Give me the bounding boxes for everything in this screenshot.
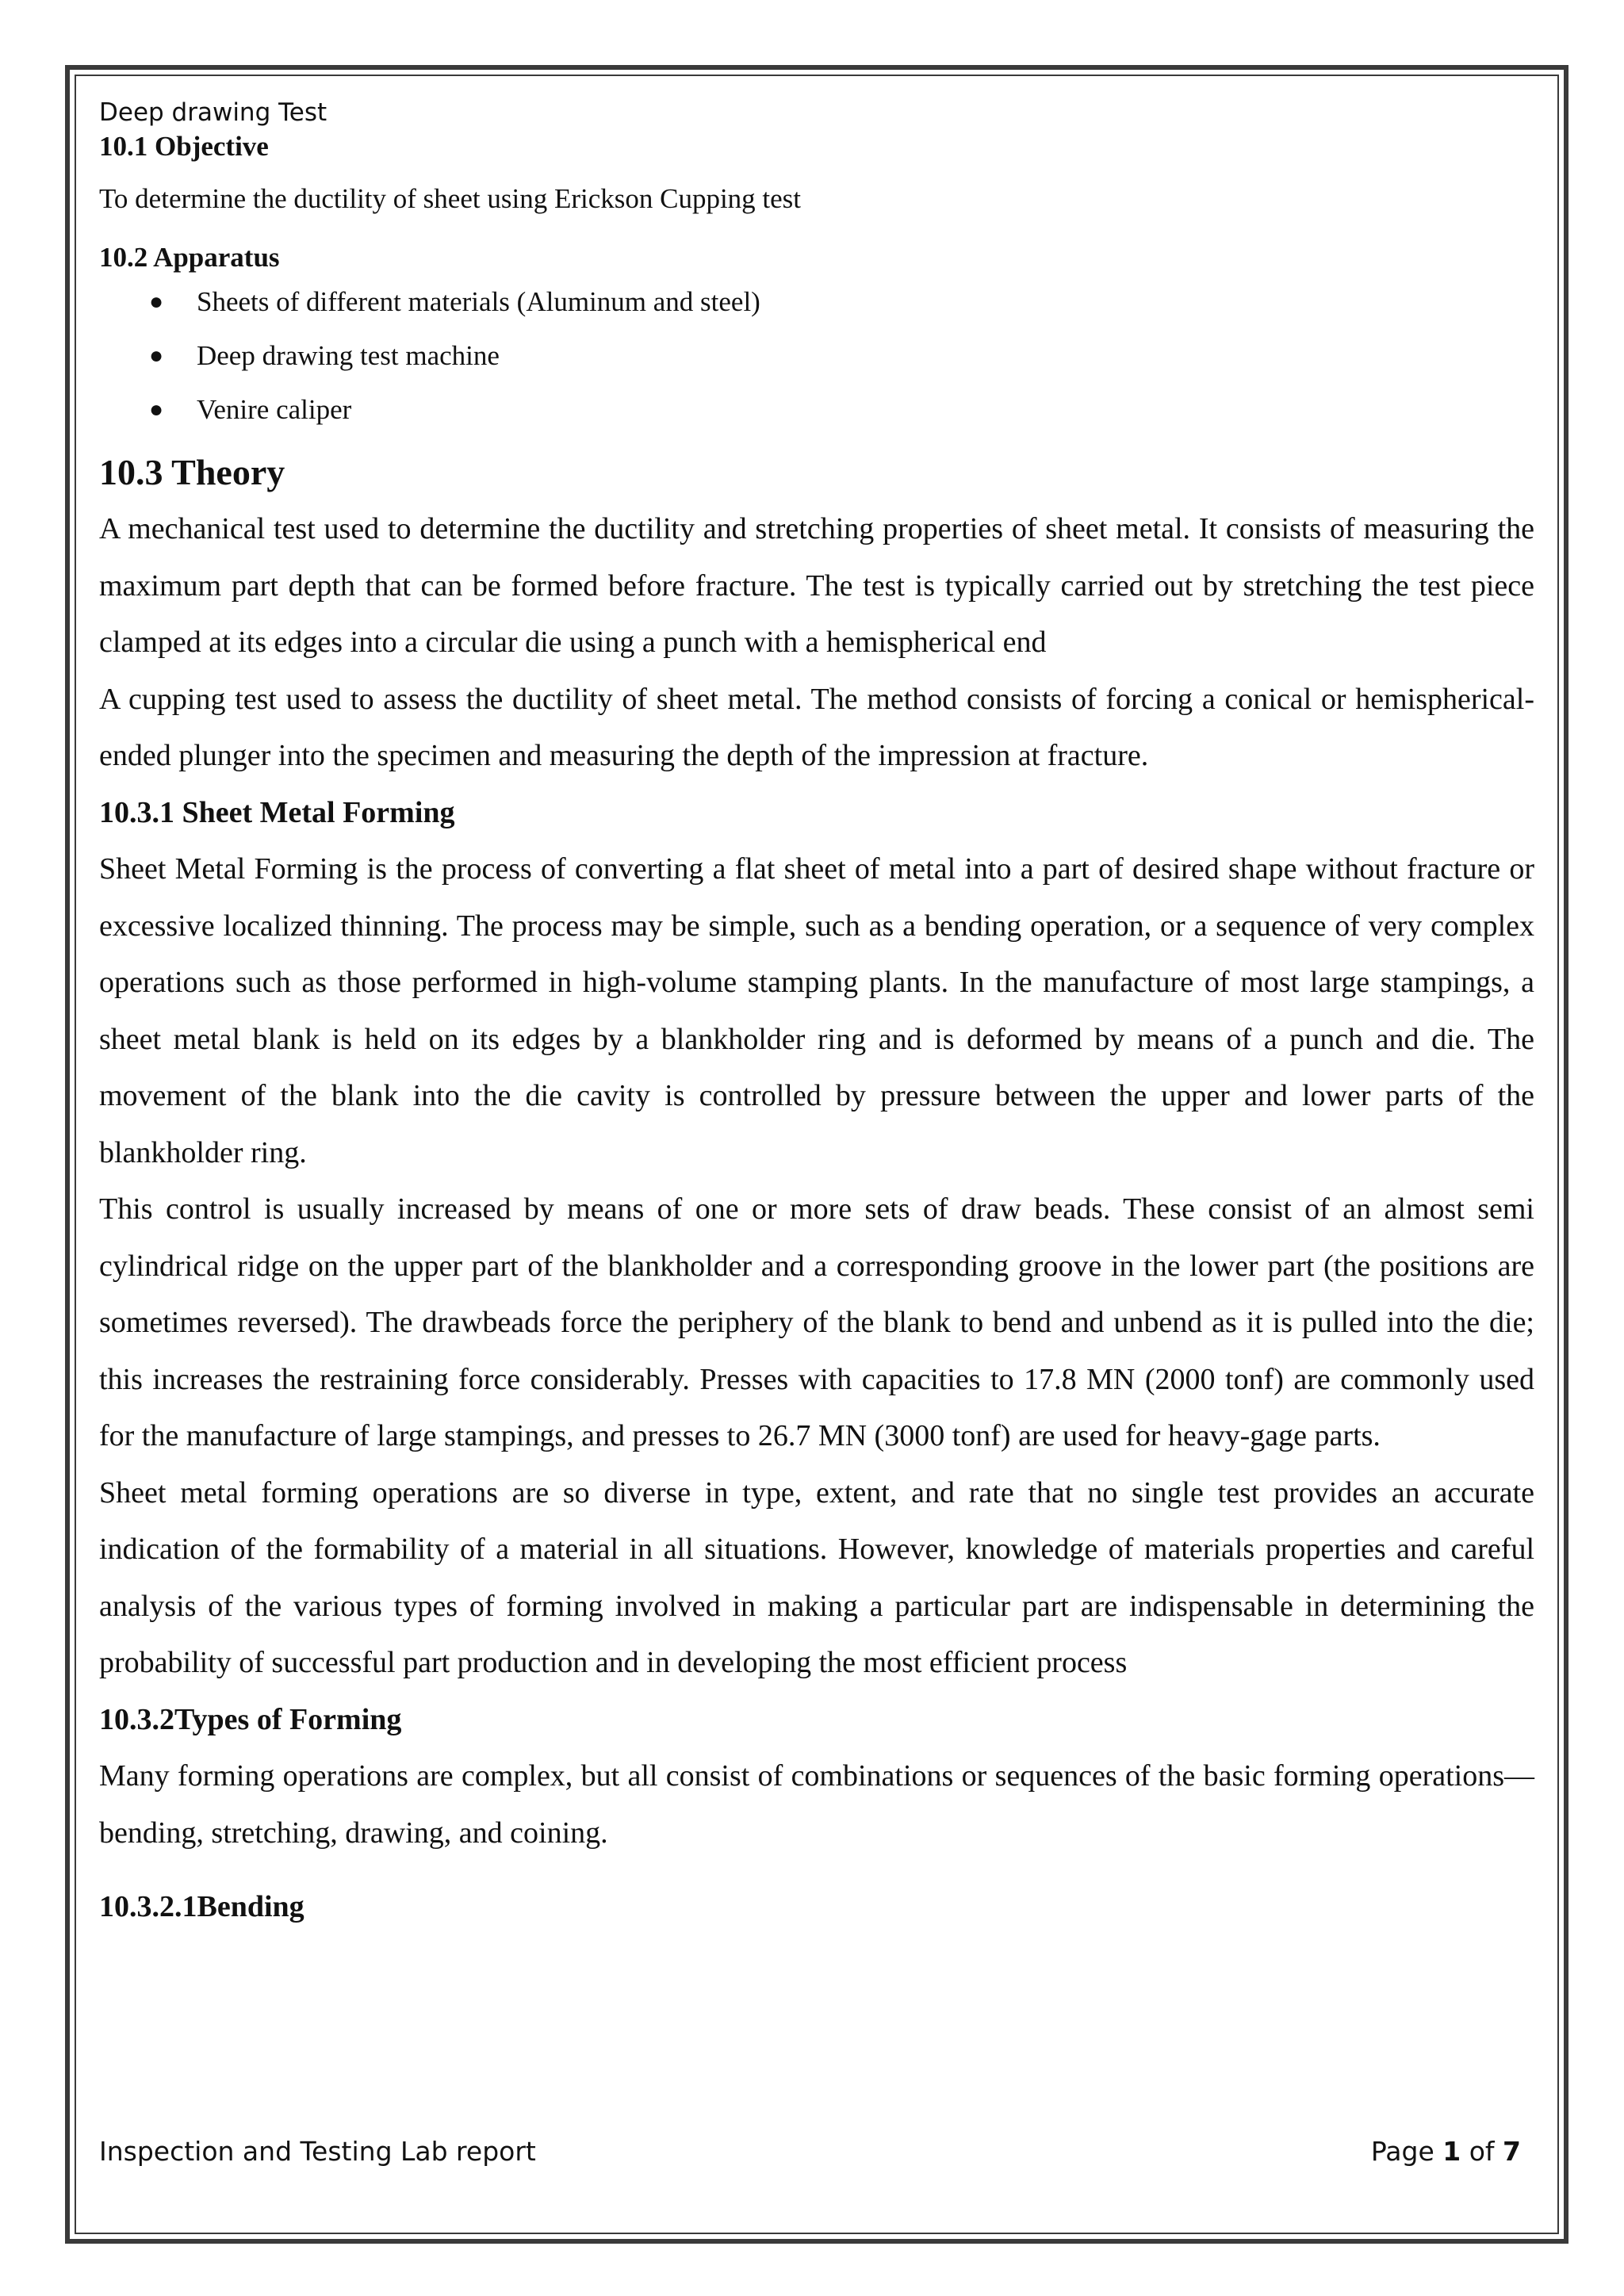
- apparatus-item: ● Venire caliper: [99, 392, 1534, 428]
- apparatus-heading: 10.2 Apparatus: [99, 242, 280, 273]
- theory-paragraph: A cupping test used to assess the ductility of sheet metal. The method consists of forcing a conical or hemispherical-ended plunger into the specimen and measuring the depth of the impression at fracture.: [99, 682, 1534, 772]
- objective-text: To determine the ductility of sheet using Erickson Cupping test: [99, 183, 802, 214]
- objective-heading: 10.1 Objective: [99, 131, 269, 162]
- theory-heading: 10.3 Theory: [99, 452, 285, 492]
- theory-paragraph: A mechanical test used to determine the ductility and stretching properties of sheet metal. It consists of measuring the maximum part depth that can be formed before fracture. The test is typically carried out by stretching the test piece clamped at its edges into a circular die using a punch with a hemispherical end: [99, 512, 1534, 659]
- bullet-icon: ●: [149, 396, 164, 423]
- page-content: [99, 97, 1534, 1936]
- apparatus-item: ● Sheets of different materials (Aluminum and steel): [99, 284, 1534, 320]
- bullet-icon: ●: [149, 342, 164, 369]
- page-number: Page 1 of 7: [1370, 2136, 1521, 2167]
- apparatus-item: ● Deep drawing test machine: [99, 338, 1534, 374]
- sheet-metal-forming-heading: 10.3.1 Sheet Metal Forming: [99, 795, 455, 829]
- types-of-forming-text: Many forming operations are complex, but all consist of combinations or sequences of the basic forming operations—bending, stretching, drawing, and coining.: [99, 1759, 1534, 1850]
- sheet-metal-forming-paragraph: Sheet Metal Forming is the process of converting a flat sheet of metal into a part of desired shape without fracture or excessive localized thinning. The process may be simple, such as a bending operation, or a sequence of very complex operations such as those performed in high-volume stamping plants. In the manufacture of most large stampings, a sheet metal blank is held on its edges by a blankholder ring and is deformed by means of a punch and die. The movement of the blank into the die cavity is controlled by pressure between the upper and lower parts of the blankholder ring.: [99, 852, 1534, 1169]
- running-head: Deep drawing Test: [99, 98, 327, 127]
- types-of-forming-heading: 10.3.2Types of Forming: [99, 1702, 402, 1736]
- sheet-metal-forming-paragraph: Sheet metal forming operations are so diverse in type, extent, and rate that no single test provides an accurate indication of the formability of a material in all situations. However, knowledge of materials properties and careful analysis of the various types of forming involved in making a particular part are indispensable in determining the probability of successful part production and in developing the most efficient process: [99, 1475, 1534, 1679]
- sheet-metal-forming-paragraph: This control is usually increased by means of one or more sets of draw beads. These consist of an almost semi cylindrical ridge on the upper part of the blankholder and a corresponding groove in the lower part (the positions are sometimes reversed). The drawbeads force the periphery of the blank to bend and unbend as it is pulled into the die; this increases the restraining force considerably. Presses with capacities to 17.8 MN (2000 tonf) are commonly used for the manufacture of large stampings, and presses to 26.7 MN (3000 tonf) are used for heavy-gage parts.: [99, 1192, 1534, 1452]
- apparatus-list: [99, 284, 1534, 428]
- bending-heading: 10.3.2.1Bending: [99, 1890, 304, 1923]
- footer-report-title: Inspection and Testing Lab report: [99, 2136, 536, 2167]
- bullet-icon: ●: [149, 289, 164, 315]
